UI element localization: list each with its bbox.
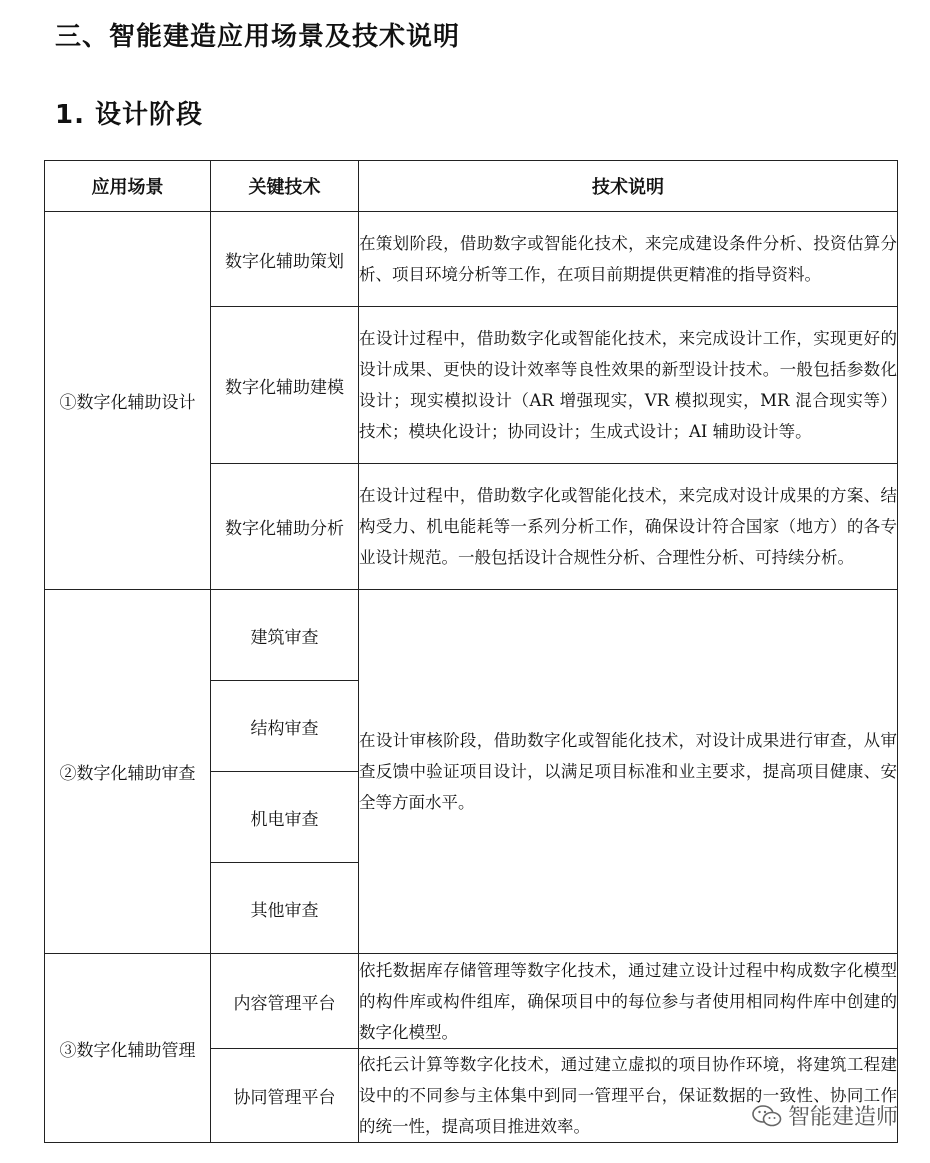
- table-header-row: [45, 161, 898, 212]
- scene-cell: ②数字化辅助审查: [45, 590, 211, 954]
- watermark-text: 智能建造师: [787, 1105, 898, 1130]
- header-desc: 技术说明: [359, 161, 898, 212]
- wechat-icon: [752, 1104, 782, 1128]
- table-row: [45, 590, 898, 681]
- subsection-title: 1. 设计阶段: [55, 100, 204, 130]
- desc-cell: 依托数据库存储管理等数字化技术，通过建立设计过程中构成数字化模型的构件库或构件组库，确保项目中的每位参与者使用相同构件库中创建的数字化模型。: [359, 954, 898, 1049]
- header-scene: 应用场景: [45, 161, 211, 212]
- desc-cell: 在设计过程中，借助数字化或智能化技术，来完成对设计成果的方案、结构受力、机电能耗等一系列分析工作，确保设计符合国家（地方）的各专业设计规范。一般包括设计合规性分析、合理性分析、可持续分析。: [359, 464, 898, 590]
- tech-cell: 协同管理平台: [211, 1049, 359, 1143]
- table-row: [45, 954, 898, 1049]
- tech-cell: 数字化辅助策划: [211, 212, 359, 307]
- desc-cell: 在设计审核阶段，借助数字化或智能化技术，对设计成果进行审查，从审查反馈中验证项目设计，以满足项目标准和业主要求，提高项目健康、安全等方面水平。: [359, 590, 898, 954]
- desc-cell: 在设计过程中，借助数字化或智能化技术，来完成设计工作，实现更好的设计成果、更快的设计效率等良性效果的新型设计技术。一般包括参数化设计；现实模拟设计（AR 增强现实，VR 模拟现实，MR 混合现实等）技术；模块化设计；协同设计；生成式设计；AI 辅助设计等。: [359, 307, 898, 464]
- tech-cell: 机电审查: [211, 772, 359, 863]
- tech-cell: 其他审查: [211, 863, 359, 954]
- tech-cell: 结构审查: [211, 681, 359, 772]
- application-table: [44, 160, 898, 1143]
- desc-cell: 在策划阶段，借助数字或智能化技术，来完成建设条件分析、投资估算分析、项目环境分析等工作，在项目前期提供更精准的指导资料。: [359, 212, 898, 307]
- tech-cell: 数字化辅助分析: [211, 464, 359, 590]
- desc-cell: 依托云计算等数字化技术，通过建立虚拟的项目协作环境，将建筑工程建设中的不同参与主体集中到同一管理平台，保证数据的一致性、协同工作的统一性，提高项目推进效率。: [359, 1049, 898, 1143]
- section-title: 三、智能建造应用场景及技术说明: [55, 22, 461, 52]
- tech-cell: 内容管理平台: [211, 954, 359, 1049]
- tech-cell: 数字化辅助建模: [211, 307, 359, 464]
- table-row: [45, 212, 898, 307]
- header-tech: 关键技术: [211, 161, 359, 212]
- watermark: [752, 1100, 898, 1131]
- tech-cell: 建筑审查: [211, 590, 359, 681]
- scene-cell: ①数字化辅助设计: [45, 212, 211, 590]
- scene-cell: ③数字化辅助管理: [45, 954, 211, 1143]
